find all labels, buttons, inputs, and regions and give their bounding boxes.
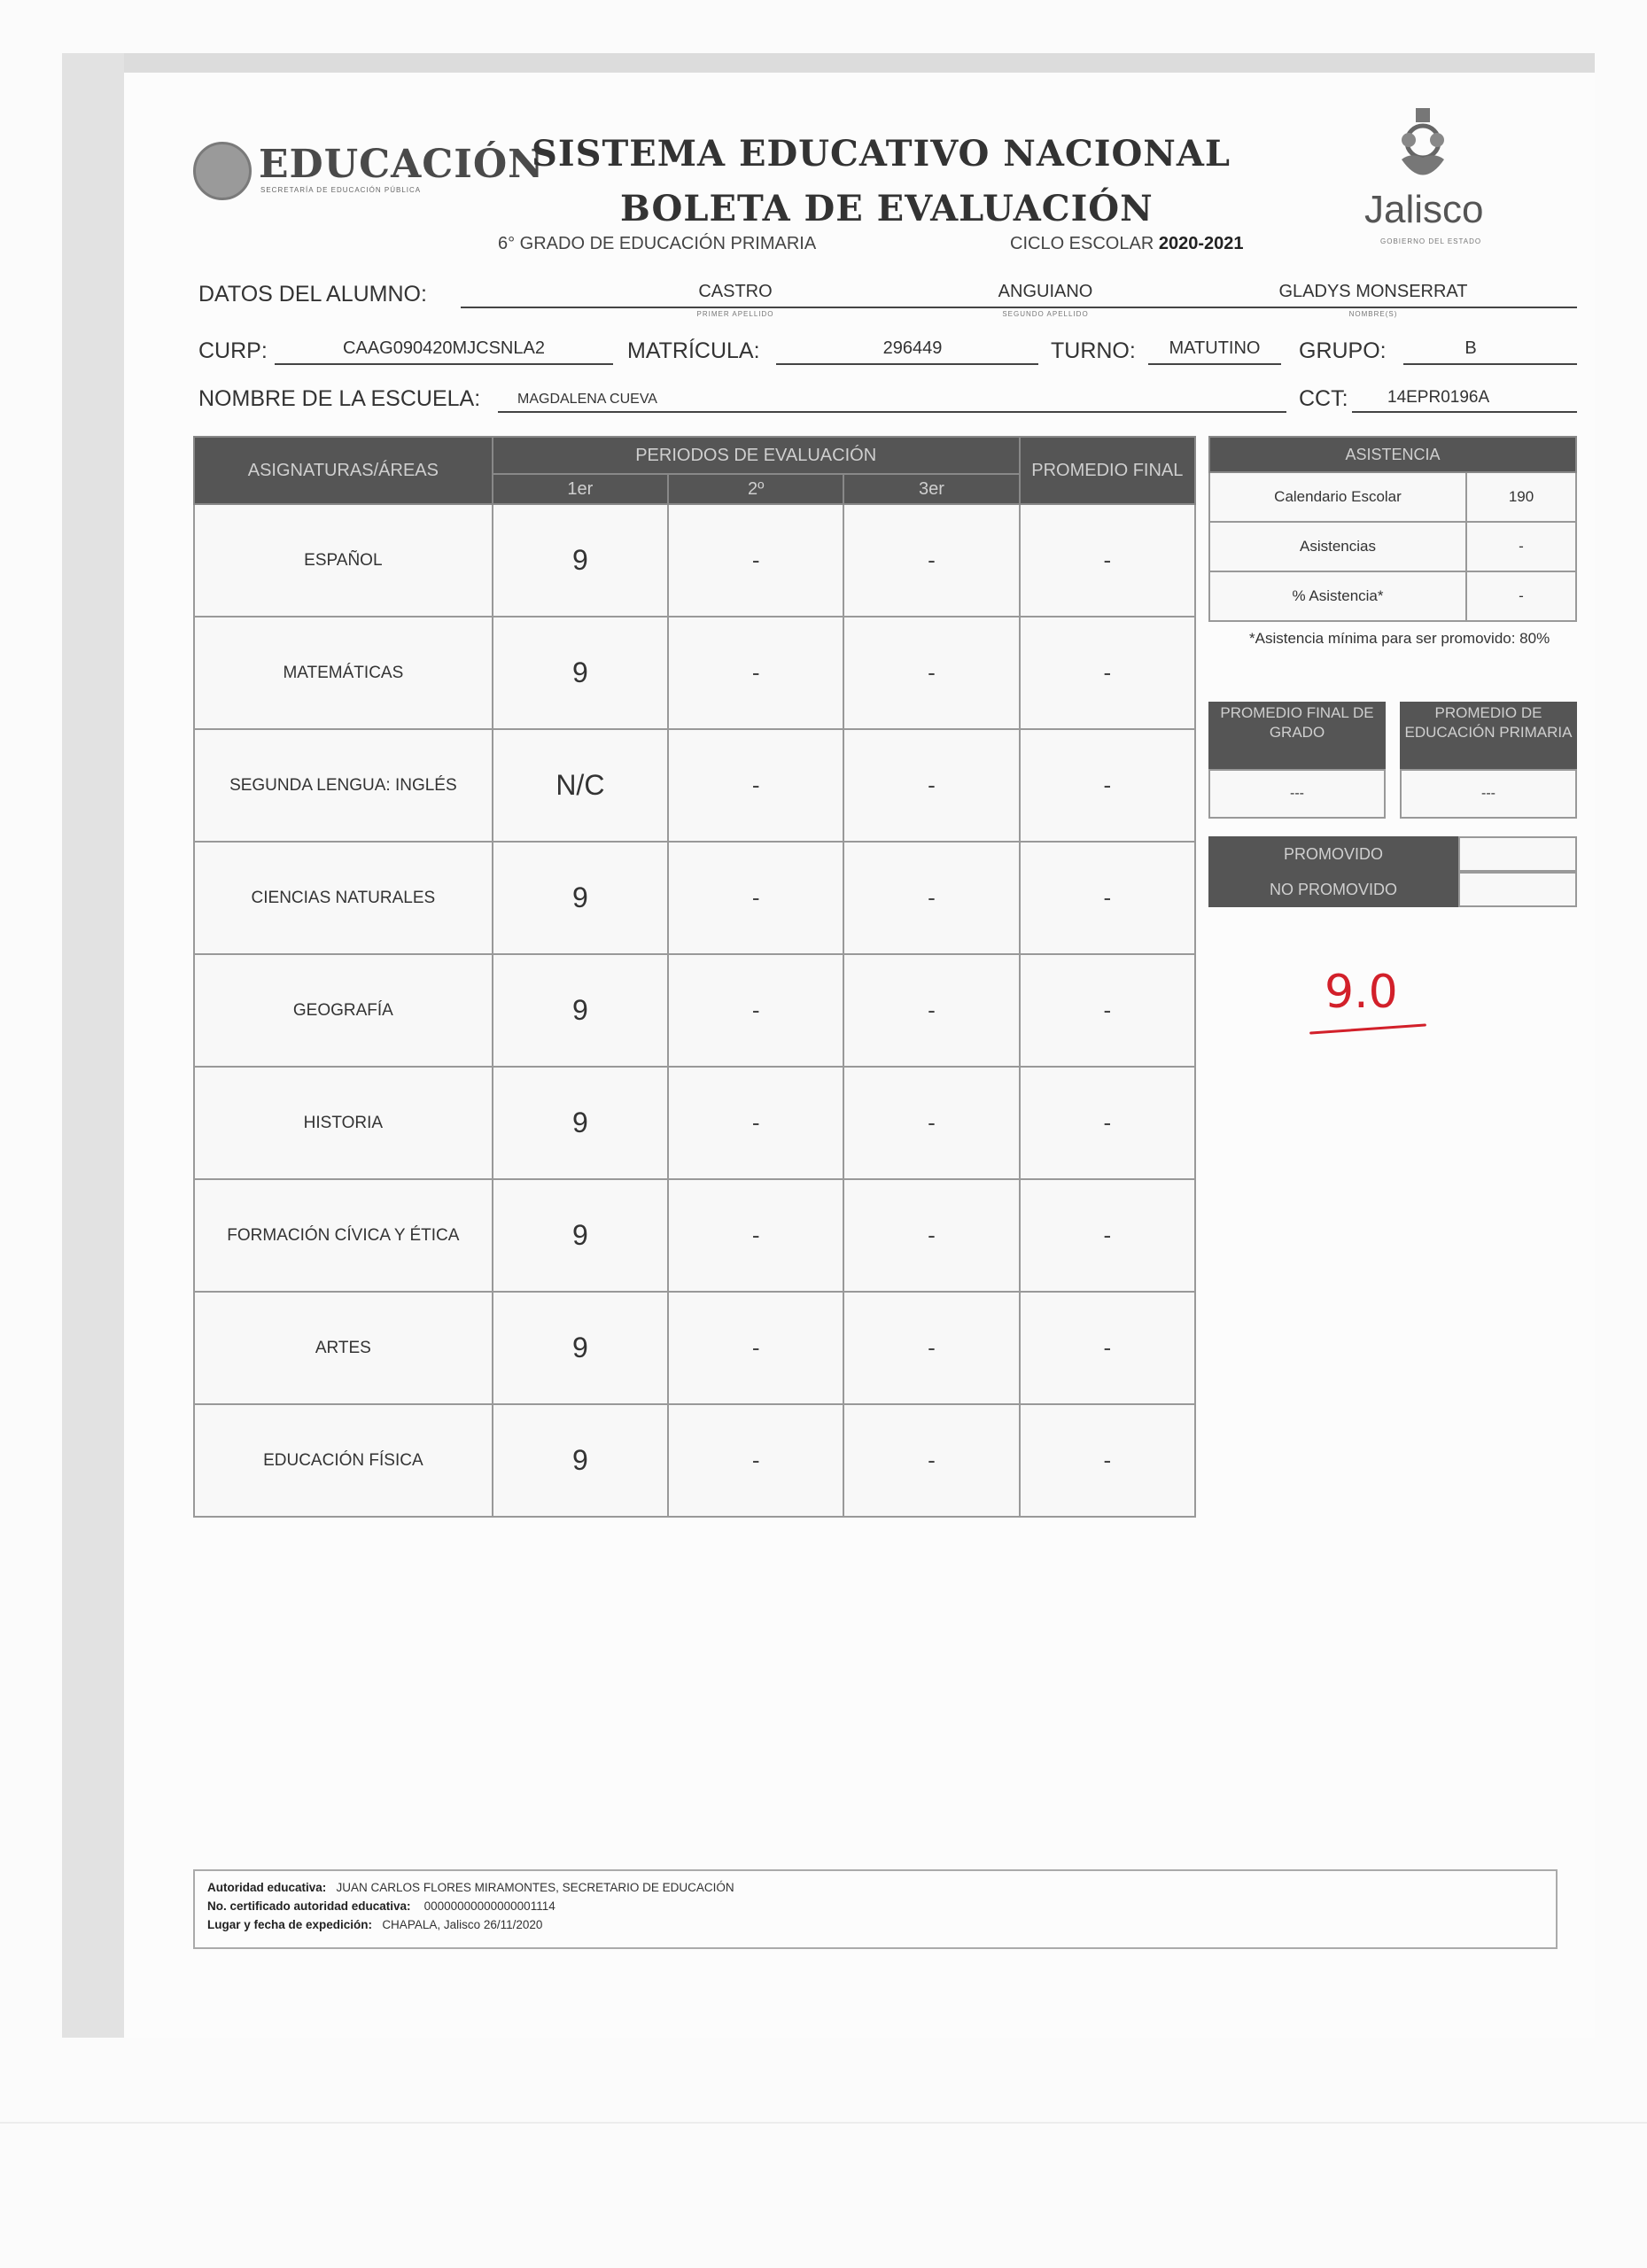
place-date-value: CHAPALA, Jalisco 26/11/2020 (382, 1918, 543, 1931)
table-row (1209, 522, 1576, 571)
place-date-label: Lugar y fecha de expedición: (207, 1918, 373, 1931)
grade-period-1: 9 (493, 1404, 668, 1517)
turno-label: TURNO: (1051, 338, 1136, 363)
matricula-label: MATRÍCULA: (627, 338, 760, 363)
subject-name: SEGUNDA LENGUA: INGLÉS (194, 729, 493, 842)
table-row (194, 1067, 1195, 1179)
grupo-value: B (1464, 338, 1477, 358)
attendance-table (1208, 436, 1577, 622)
certificate-value: 00000000000000001114 (423, 1899, 555, 1913)
attendance-note: *Asistencia mínima para ser promovido: 80% (1249, 630, 1550, 647)
scan-border-top (62, 53, 1595, 73)
period-2-header: 2º (668, 474, 843, 504)
grade-period-3: - (843, 842, 1019, 954)
curp-value: CAAG090420MJCSNLA2 (343, 338, 545, 358)
school-name-value: MAGDALENA CUEVA (517, 392, 657, 407)
grade-final: - (1020, 1179, 1195, 1292)
subject-name: EDUCACIÓN FÍSICA (194, 1404, 493, 1517)
grade-period-1: 9 (493, 504, 668, 617)
cct-label: CCT: (1299, 386, 1348, 411)
curp-label: CURP: (198, 338, 268, 363)
grade-final: - (1020, 954, 1195, 1067)
education-logo-subtext: SECRETARÍA DE EDUCACIÓN PÚBLICA (260, 186, 422, 194)
subject-name: CIENCIAS NATURALES (194, 842, 493, 954)
attendance-label: % Asistencia* (1209, 571, 1466, 621)
cct-value: 14EPR0196A (1387, 388, 1490, 407)
period-3-header: 3er (843, 474, 1019, 504)
attendance-value: - (1466, 522, 1576, 571)
education-logo-text: EDUCACIÓN (259, 142, 545, 187)
table-row (194, 1292, 1195, 1404)
grade-period-1: 9 (493, 617, 668, 729)
attendance-label: Calendario Escolar (1209, 472, 1466, 522)
second-surname-caption: SEGUNDO APELLIDO (1002, 310, 1089, 318)
subject-name: ESPAÑOL (194, 504, 493, 617)
sep-seal-icon (193, 142, 252, 200)
period-1-header: 1er (493, 474, 668, 504)
attendance-label: Asistencias (1209, 522, 1466, 571)
scan-border-left (62, 53, 124, 2038)
authority-label: Autoridad educativa: (207, 1881, 327, 1894)
table-row (194, 1179, 1195, 1292)
primary-average-box (1400, 702, 1577, 819)
grade-period-3: - (843, 1404, 1019, 1517)
grade-period-1: 9 (493, 842, 668, 954)
table-row (194, 1404, 1195, 1517)
grade-period-2: - (668, 954, 843, 1067)
grade-final: - (1020, 1067, 1195, 1179)
grade-level: 6° GRADO DE EDUCACIÓN PRIMARIA (498, 234, 817, 253)
table-row (194, 729, 1195, 842)
grade-final: - (1020, 617, 1195, 729)
promoted-label: PROMOVIDO (1208, 836, 1458, 872)
grade-period-3: - (843, 954, 1019, 1067)
turno-value: MATUTINO (1169, 338, 1261, 358)
grade-period-3: - (843, 1067, 1019, 1179)
grade-period-3: - (843, 1179, 1019, 1292)
grade-period-2: - (668, 729, 843, 842)
not-promoted-label: NO PROMOVIDO (1208, 872, 1458, 907)
table-row (194, 617, 1195, 729)
grade-period-2: - (668, 842, 843, 954)
attendance-value: 190 (1466, 472, 1576, 522)
student-data-label: DATOS DEL ALUMNO: (198, 282, 427, 307)
certificate-line (207, 1897, 1543, 1915)
subject-name: GEOGRAFÍA (194, 954, 493, 1067)
grade-period-1: 9 (493, 1179, 668, 1292)
school-cycle (1010, 234, 1243, 254)
school-cycle-label: CICLO ESCOLAR (1010, 234, 1154, 253)
certificate-label: No. certificado autoridad educativa: (207, 1899, 411, 1913)
grade-period-1: 9 (493, 1067, 668, 1179)
table-row (194, 954, 1195, 1067)
table-row (194, 842, 1195, 954)
periods-header: PERIODOS DE EVALUACIÓN (493, 437, 1020, 474)
subject-name: ARTES (194, 1292, 493, 1404)
primary-average-label: PROMEDIO DE EDUCACIÓN PRIMARIA (1400, 702, 1577, 769)
subject-name: MATEMÁTICAS (194, 617, 493, 729)
jalisco-crest-icon (1391, 106, 1455, 195)
subject-name: HISTORIA (194, 1067, 493, 1179)
grade-final-average-box (1208, 702, 1386, 819)
student-names: GLADYS MONSERRAT (1278, 282, 1468, 301)
grade-period-1: N/C (493, 729, 668, 842)
student-names-caption: NOMBRE(S) (1348, 310, 1398, 318)
authority-line (207, 1878, 1543, 1897)
subject-name: FORMACIÓN CÍVICA Y ÉTICA (194, 1179, 493, 1292)
grade-period-3: - (843, 1292, 1019, 1404)
grade-final: - (1020, 729, 1195, 842)
grade-final: - (1020, 842, 1195, 954)
table-row (194, 504, 1195, 617)
attendance-header: ASISTENCIA (1209, 437, 1576, 472)
primary-average-value: --- (1400, 769, 1577, 819)
subjects-header: ASIGNATURAS/ÁREAS (194, 437, 493, 504)
not-promoted-row (1208, 872, 1577, 907)
grupo-label: GRUPO: (1299, 338, 1387, 363)
not-promoted-checkbox (1458, 872, 1577, 907)
grade-period-2: - (668, 1404, 843, 1517)
grade-final: - (1020, 504, 1195, 617)
first-surname-caption: PRIMER APELLIDO (696, 310, 774, 318)
matricula-value: 296449 (882, 338, 943, 358)
grade-period-2: - (668, 1179, 843, 1292)
document-title-line1: SISTEMA EDUCATIVO NACIONAL (532, 133, 1231, 175)
grade-final: - (1020, 1404, 1195, 1517)
promoted-row (1208, 836, 1577, 872)
grade-period-3: - (843, 617, 1019, 729)
grade-period-3: - (843, 729, 1019, 842)
grade-period-3: - (843, 504, 1019, 617)
grade-period-2: - (668, 1292, 843, 1404)
issuance-footer (193, 1869, 1558, 1949)
table-row (1209, 571, 1576, 621)
school-cycle-value: 2020-2021 (1158, 234, 1244, 253)
second-surname: ANGUIANO (998, 282, 1093, 301)
grade-period-2: - (668, 617, 843, 729)
attendance-value: - (1466, 571, 1576, 621)
jalisco-logo-text: Jalisco (1364, 188, 1484, 231)
handwritten-grade: 9.0 (1325, 966, 1398, 1019)
final-average-header: PROMEDIO FINAL (1020, 437, 1195, 504)
grade-final-average-value: --- (1208, 769, 1386, 819)
first-surname: CASTRO (698, 282, 773, 301)
place-date-line (207, 1915, 1543, 1934)
document-title-line2: BOLETA DE EVALUACIÓN (620, 188, 1154, 229)
grades-table (193, 436, 1196, 1518)
grade-period-1: 9 (493, 954, 668, 1067)
grade-final-average-label: PROMEDIO FINAL DE GRADO (1208, 702, 1386, 769)
school-name-label: NOMBRE DE LA ESCUELA: (198, 386, 481, 411)
authority-value: JUAN CARLOS FLORES MIRAMONTES, SECRETARIO DE EDUCACIÓN (336, 1881, 734, 1894)
table-row (1209, 472, 1576, 522)
grade-period-2: - (668, 504, 843, 617)
promoted-checkbox (1458, 836, 1577, 872)
grade-final: - (1020, 1292, 1195, 1404)
grade-period-1: 9 (493, 1292, 668, 1404)
scan-edge (0, 2122, 1647, 2124)
grade-period-2: - (668, 1067, 843, 1179)
jalisco-logo-subtext: GOBIERNO DEL ESTADO (1380, 237, 1482, 245)
